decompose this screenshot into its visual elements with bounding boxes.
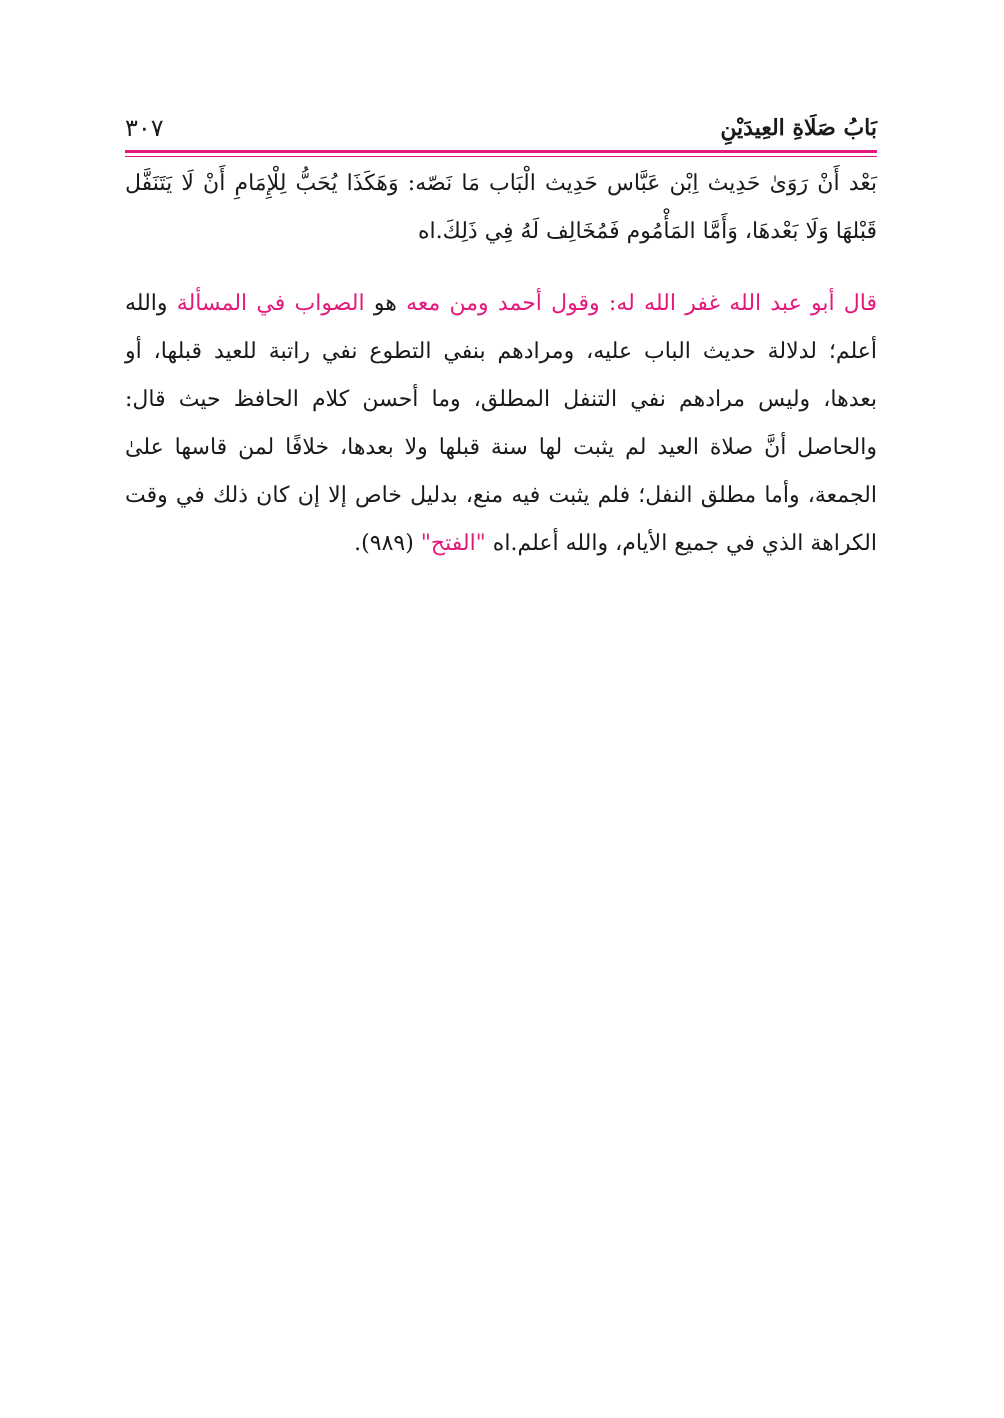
source-reference: (٩٨٩).	[354, 531, 421, 556]
page-number: ٣٠٧	[125, 114, 164, 142]
commentary-paragraph	[125, 280, 877, 568]
page-body	[125, 160, 877, 568]
page-header	[125, 110, 877, 150]
text-segment: هو	[364, 291, 407, 316]
source-title: "الفتح"	[420, 531, 486, 556]
highlight-conclusion: الصواب في المسألة	[176, 291, 365, 316]
highlight-opinion: وقول أحمد ومن معه	[406, 291, 609, 316]
header-divider-thin	[125, 156, 877, 157]
quoted-paragraph: بَعْد أَنْ رَوَىٰ حَدِيث اِبْن عَبَّاس حَدِيث الْبَاب مَا نَصّه: وَهَكَذَا يُحَبُّ لِلْإِمَامِ أَنْ لَا يَتَنَفَّل قَبْلهَا وَلَا بَعْدهَا، وَأَمَّا المَأْمُوم فَمُخَالِف لَهُ فِي ذَلِكَ.اه	[125, 171, 877, 244]
text-segment: والله أعلم؛ لدلالة حديث الباب عليه، ومرادهم بنفي التطوع نفي راتبة للعيد قبلها، أو بعدها، وليس مرادهم نفي التنفل المطلق، وما أحسن كلام الحافظ حيث قال: والحاصل أنَّ صلاة العيد لم يثبت لها سنة قبلها ولا بعدها، خلافًا لمن قاسها علىٰ الجمعة، وأما مطلق النفل؛ فلم يثبت فيه منع، بدليل خاص إلا إن كان ذلك في وقت الكراهة الذي في جميع الأيام، والله أعلم.اه	[125, 291, 877, 556]
author-attribution: قال أبو عبد الله غفر الله له:	[608, 291, 878, 316]
header-divider-thick	[125, 150, 877, 153]
chapter-title: بَابُ صَلَاةِ العِيدَيْنِ	[720, 115, 877, 141]
